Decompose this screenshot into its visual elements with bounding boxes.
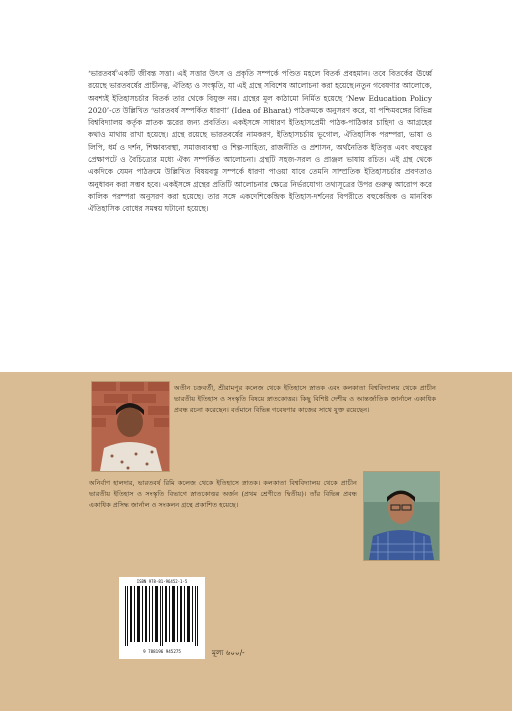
author-1-bio: অতীন চক্রবর্তী, শ্রীরামপুর কলেজ থেকে ইতিহাসে স্নাতক এবং কলকাতা বিশ্ববিদ্যালয় থেকে প্রাচীন ভারতীয় ইতিহাস ও সংস্কৃতি বিষয়ে স্নাতকোত্তর। কিছু বিশিষ্ট দেশীয় ও আন্তর্জাতিক জার্নালে একাধিক প্রবন্ধ রচনা করেছেন। বর্তমানে বিভিন্ন গবেষণার কাজের সাথে যুক্ত রয়েছেন।	[174, 384, 436, 415]
author-photo-2	[363, 471, 440, 561]
author-photo-1	[91, 381, 170, 472]
author-portrait-1-image	[92, 382, 169, 471]
barcode-bars	[119, 586, 205, 646]
isbn-number: 9 788196 945275	[143, 649, 181, 654]
book-blurb: ‘ভারতবর্ষ’একটি জীবন্ত সত্তা। এই সত্তার উৎস ও প্রকৃতি সম্পর্কে পণ্ডিত মহলে বিতর্ক প্রবহমান। তবে বিতর্কের ঊর্ধ্বে রয়েছে ভারতবর্ষের প্রাচীনত্ব, ঐতিহ্য ও সংস্কৃতি, যা এই গ্রন্থে সবিশেষ আলোচনা করা হয়েছে।নতুন গবেষণার আলোকে, অবশ্যই ইতিহাসচর্চার বিতর্ক তার থেকে বিযুক্ত নয়। গ্রন্থের মূল কাঠামো নির্মিত হয়েছে ‘New Education Policy 2020’-তে উল্লিখিত ‘ভারতবর্ষ সম্পর্কিত ধারণা’ (Idea of Bharat) পাঠক্রমকে অনুসরণ করে, যা পশ্চিমবঙ্গের বিভিন্ন বিশ্ববিদ্যালয় কর্তৃক স্নাতক স্তরের জন্য প্রবর্তিত। একইসঙ্গে সাধারণ ইতিহাসপ্রেমী পাঠক-পাঠিকার চাহিদা ও আগ্রহের কথাও মাথায় রাখা হয়েছে। গ্রন্থে রয়েছে ভারতবর্ষের নামকরণ, ইতিহাসচর্চায় ভূগোল, ঐতিহাসিক পরম্পরা, ভাষা ও লিপি, ধর্ম ও দর্শন, শিক্ষাব্যবস্থা, সমাজব্যবস্থা ও শিল্প-সাহিত্য, রাজনীতি ও প্রশাসন, অর্থনৈতিক ইতিবৃত্ত এবং বহুত্বের প্রেক্ষাপটে ও বৈচিত্র্যের মধ্যে ঐক্য সম্পর্কিত আলোচনা। গ্রন্থটি সহজ-সরল ও প্রাঞ্জল ভাষায় রচিত। এই গ্রন্থ থেকে একদিকে যেমন পাঠক্রমে উল্লিখিত বিষয়বস্তু সম্পর্কে ধারণা পাওয়া যাবে তেমনি সাম্প্রতিক ইতিহাসচর্চার প্রবণতাও অনুধাবন করা সম্ভব হবে। একইসঙ্গে গ্রন্থের প্রতিটি আলোচনার ক্ষেত্রে নির্ভরযোগ্য তথ্যসূত্রের উপর গুরুত্ব আরোপ করে কালিক পরম্পরা অনুসরণ করা হয়েছে। তার সঙ্গে একদেশিকেন্দ্রিক ইতিহাস-দর্শনের বিপরীতে বহুকেন্দ্রিক ও মানবিক ঐতিহাসিক বোধের সমন্বয় ঘটানো হয়েছে।	[88, 69, 432, 214]
isbn-top-label: ISBN 978-81-96452-1-5	[136, 579, 188, 584]
price-label: মূল্য ৬০০/-	[212, 648, 245, 657]
isbn-barcode	[119, 577, 205, 659]
author-portrait-2-image	[364, 472, 439, 560]
author-2-bio: অনির্বাণ হালদার, ভারতবর্ষ রিমি কলেজ থেকে ইতিহাসে স্নাতক। কলকাতা বিশ্ববিদ্যালয় থেকে প্রাচীন ভারতীয় ইতিহাস ও সংস্কৃতি বিভাগে স্নাতকোত্তর অর্জন (প্রথম শ্রেণীতে দ্বিতীয়)। তাঁর বিভিন্ন প্রবন্ধ একাধিক প্রসিদ্ধ জার্নাল ও সংকলন গ্রন্থে প্রকাশিত হয়েছে।	[89, 479, 357, 510]
